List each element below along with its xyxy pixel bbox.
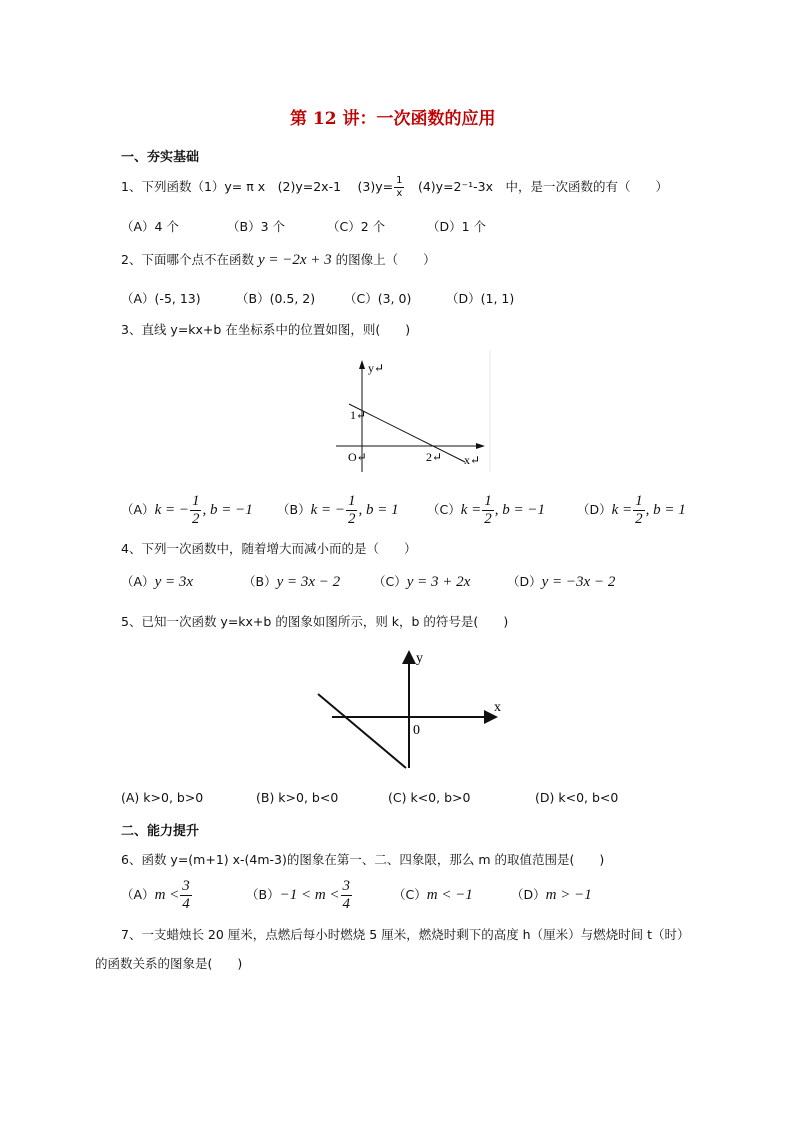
q5-graph [312, 644, 512, 772]
q1-option-d[interactable]: （D）1 个 [427, 219, 487, 234]
q5-origin-label: 0 [413, 723, 420, 738]
q3-x-tick: 2↵ [426, 450, 443, 464]
q6-option-b-label: （B） [246, 887, 280, 902]
q6-option-a-num: 3 [182, 878, 190, 894]
q1-options [121, 217, 486, 235]
q1-option-a[interactable]: （A）4 个 [121, 219, 179, 234]
q3-option-a-num: 1 [191, 493, 200, 509]
q1-frac-den: x [396, 188, 403, 199]
q4-option-b-formula: y = 3x − 2 [276, 574, 341, 590]
q3-option-d-den: 2 [635, 511, 643, 527]
q3-option-d-frac [633, 494, 645, 527]
q3-option-a-den: 2 [191, 511, 200, 527]
q6-option-a-den: 4 [182, 896, 190, 912]
q6-option-b[interactable] [246, 878, 393, 912]
q6-option-d-label: （D） [511, 887, 546, 902]
q3-option-a-frac [190, 494, 202, 527]
q2-prefix: 2、下面哪个点不在函数 [121, 252, 254, 267]
q5-options [121, 790, 618, 805]
q2-options [121, 289, 514, 307]
question-7-line-2: 的函数关系的图象是( ) [95, 956, 243, 971]
q3-y-arrow [359, 360, 365, 369]
q3-origin-label: O↵ [348, 450, 367, 464]
q2-option-a[interactable]: （A）(-5, 13) [121, 291, 201, 306]
q4-option-c[interactable] [373, 572, 507, 591]
q3-option-d[interactable] [577, 492, 686, 528]
q1-fraction [394, 176, 404, 199]
section-heading-basics: 一、夯实基础 [121, 150, 200, 165]
q3-option-b-num: 1 [347, 493, 356, 509]
question-6: 6、函数 y=(m+1) x-(4m-3)的图象在第一、二、四象限，那么 m 的取值范围是( ) [121, 852, 605, 867]
q6-option-b-num: 3 [342, 878, 351, 894]
q2-formula: y = −2x + 3 [257, 252, 332, 268]
q6-option-c-pre: m < −1 [426, 887, 473, 903]
q5-option-d[interactable]: (D) k<0, b<0 [535, 790, 619, 805]
q3-option-c-den: 2 [484, 511, 492, 527]
q1-frac-num: 1 [396, 175, 403, 186]
q3-options [121, 492, 686, 528]
q3-x-arrow [476, 443, 485, 449]
q3-option-c-num: 1 [484, 493, 492, 509]
q4-option-d-formula: y = −3x − 2 [541, 574, 616, 590]
question-1 [121, 176, 668, 199]
q3-option-b-label: （B） [277, 502, 311, 517]
q6-option-a-pre: m < [154, 887, 180, 903]
page-title: 第 12 讲：一次函数的应用 [290, 109, 496, 129]
q3-option-b[interactable] [277, 492, 427, 528]
q3-option-c-b: , b = −1 [494, 502, 546, 518]
q3-option-c[interactable] [427, 492, 577, 528]
q6-option-a[interactable] [121, 878, 246, 912]
question-7-line-1: 7、一支蜡烛长 20 厘米，点燃后每小时燃烧 5 厘米，燃烧时剩下的高度 h（厘米）与燃烧时间 t（时） [121, 927, 690, 942]
q6-option-b-den: 4 [342, 896, 351, 912]
q3-y-tick: 1↵ [350, 408, 367, 422]
q3-option-a-b: , b = −1 [202, 502, 253, 518]
q4-option-d[interactable] [507, 572, 615, 591]
q4-option-b-label: （B） [243, 574, 277, 589]
q3-option-b-den: 2 [347, 511, 356, 527]
q6-option-c-label: （C） [393, 887, 427, 902]
q5-x-label: x [494, 700, 501, 715]
question-5: 5、已知一次函数 y=kx+b 的图象如图所示，则 k，b 的符号是( ) [121, 614, 509, 629]
q5-y-label: y [416, 651, 423, 666]
q4-option-a-label: （A） [121, 574, 155, 589]
q4-option-d-label: （D） [507, 574, 542, 589]
question-4: 4、下列一次函数中，随着增大而减小而的是（ ） [121, 541, 417, 556]
q1-option-b[interactable]: （B）3 个 [227, 219, 286, 234]
q3-option-c-label: （C） [427, 502, 461, 517]
q5-option-c[interactable]: (C) k<0, b>0 [388, 790, 471, 805]
q3-option-d-label: （D） [577, 502, 612, 517]
q1-option-c[interactable]: （C）2 个 [327, 219, 386, 234]
q6-option-b-frac [341, 879, 353, 912]
q1-prefix: 1、下列函数（1）y= π x (2)y=2x-1 (3)y= [121, 179, 394, 194]
q3-option-d-b: , b = 1 [645, 502, 686, 518]
q2-suffix: 的图像上（ ） [335, 252, 436, 267]
q6-option-a-label: （A） [121, 887, 155, 902]
q6-option-a-frac [180, 879, 192, 912]
q4-option-c-label: （C） [373, 574, 407, 589]
q3-option-d-k: k = [611, 502, 633, 518]
q3-option-c-frac [482, 494, 494, 527]
question-2 [121, 250, 436, 269]
q3-x-label: x↵ [464, 453, 481, 467]
q2-option-d[interactable]: （D）(1, 1) [446, 291, 515, 306]
q6-option-b-pre: −1 < m < [279, 887, 340, 903]
q5-y-arrow [402, 650, 416, 664]
q6-option-d[interactable] [511, 878, 592, 912]
q3-option-b-k: k = − [310, 502, 345, 518]
q6-option-d-pre: m > −1 [545, 887, 592, 903]
q6-option-c[interactable] [393, 878, 511, 912]
q3-option-a-label: （A） [121, 502, 155, 517]
q3-option-d-num: 1 [635, 493, 643, 509]
question-3: 3、直线 y=kx+b 在坐标系中的位置如图，则( ) [121, 322, 411, 337]
q3-graph [330, 348, 492, 474]
q6-options [121, 878, 592, 912]
q4-options [121, 572, 615, 591]
q5-option-a[interactable]: (A) k>0, b>0 [121, 790, 204, 805]
q4-option-b[interactable] [243, 572, 373, 591]
q4-option-a-formula: y = 3x [154, 574, 193, 590]
q4-option-c-formula: y = 3 + 2x [406, 574, 471, 590]
q2-option-c[interactable]: （C）(3, 0) [344, 291, 412, 306]
q3-option-a-k: k = − [154, 502, 189, 518]
q3-option-b-frac [346, 494, 358, 527]
q3-option-b-b: , b = 1 [358, 502, 399, 518]
q2-option-b[interactable]: （B）(0.5, 2) [236, 291, 316, 306]
q4-option-a[interactable] [121, 572, 243, 591]
q1-suffix: (4)y=2⁻¹-3x 中，是一次函数的有（ ） [405, 179, 668, 194]
q3-option-a[interactable] [121, 492, 277, 528]
q3-option-c-k: k = [460, 502, 482, 518]
section-heading-advanced: 二、能力提升 [121, 824, 200, 839]
q3-y-label: y↵ [368, 361, 385, 375]
q5-option-b[interactable]: (B) k>0, b<0 [256, 790, 339, 805]
q5-line [318, 694, 406, 768]
